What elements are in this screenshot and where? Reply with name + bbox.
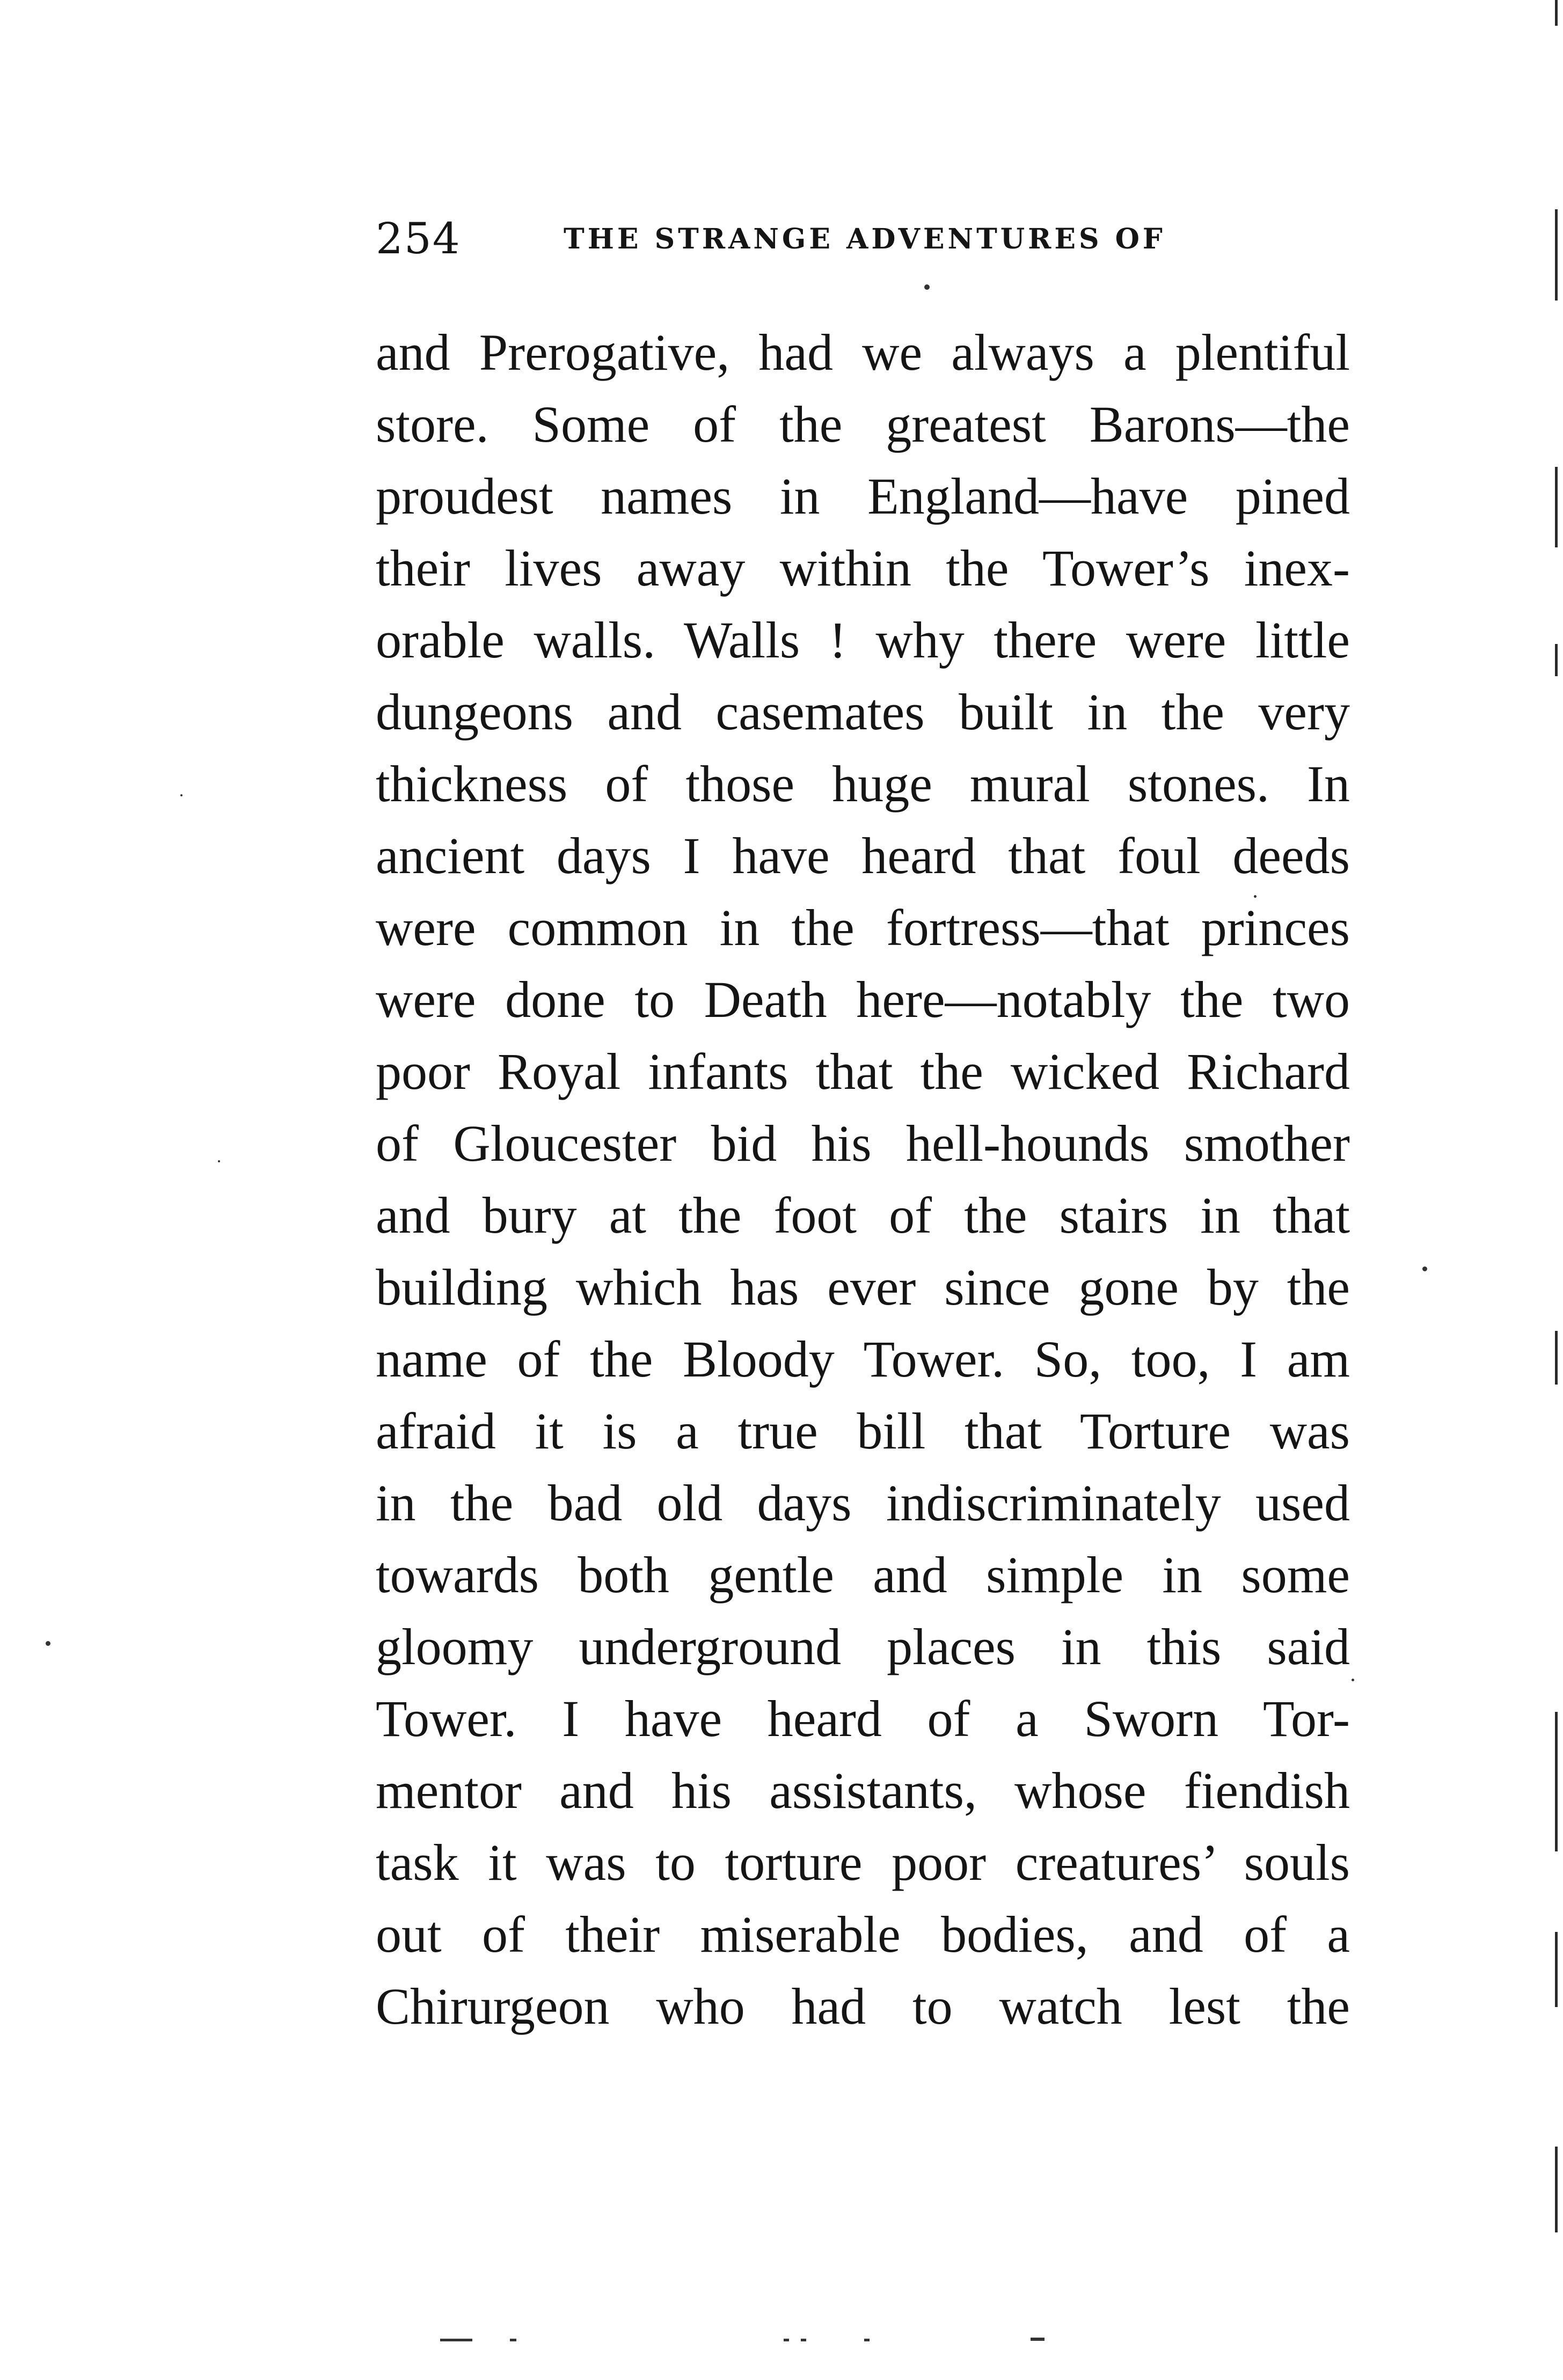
scan-edge-line bbox=[1555, 644, 1558, 676]
text-line: their lives away within the Tower’s inex- bbox=[376, 539, 1350, 597]
text-line: towards both gentle and simple in some bbox=[376, 1546, 1350, 1603]
text-line: orable walls. Walls ! why there were little bbox=[376, 611, 1350, 669]
text-line: poor Royal infants that the wicked Richard bbox=[376, 1043, 1350, 1100]
scan-speck bbox=[218, 1160, 220, 1162]
scan-edge-line bbox=[1555, 0, 1558, 26]
running-head bbox=[376, 215, 1353, 263]
scan-speck bbox=[180, 794, 182, 796]
text-line: task it was to torture poor creatures’ souls bbox=[376, 1834, 1350, 1891]
body-text bbox=[376, 317, 1350, 2042]
text-line: afraid it is a true bill that Torture was bbox=[376, 1402, 1350, 1460]
scan-dash bbox=[1031, 2338, 1045, 2341]
scan-edge-line bbox=[1555, 467, 1558, 547]
scan-edge-line bbox=[1555, 209, 1558, 301]
text-line: of Gloucester bid his hell-hounds smother bbox=[376, 1115, 1350, 1172]
scan-edge-line bbox=[1555, 1331, 1558, 1385]
text-line: out of their miserable bodies, and of a bbox=[376, 1906, 1350, 1963]
text-line: thickness of those huge mural stones. In bbox=[376, 755, 1350, 812]
scan-edge-line bbox=[1555, 2147, 1558, 2232]
scan-edge-line bbox=[1555, 1932, 1558, 2007]
scan-dash bbox=[784, 2339, 789, 2341]
scan-speck bbox=[1352, 1679, 1354, 1681]
text-line: Chirurgeon who had to watch lest the bbox=[376, 1978, 1350, 2035]
scan-dash bbox=[864, 2339, 870, 2341]
text-line: and Prerogative, had we always a plentiful bbox=[376, 324, 1350, 381]
page-number: 254 bbox=[376, 214, 461, 263]
scan-edge-line bbox=[1555, 1712, 1558, 1851]
text-line: ancient days I have heard that foul deeds bbox=[376, 827, 1350, 884]
scan-speck bbox=[1254, 895, 1257, 898]
scan-dash bbox=[440, 2339, 472, 2341]
text-line: name of the Bloody Tower. So, too, I am bbox=[376, 1330, 1350, 1388]
scan-speck bbox=[924, 284, 930, 290]
text-line: gloomy underground places in this said bbox=[376, 1618, 1350, 1675]
scan-dash bbox=[510, 2339, 516, 2341]
text-line: and bury at the foot of the stairs in that bbox=[376, 1187, 1350, 1244]
text-line: building which has ever since gone by the bbox=[376, 1258, 1350, 1316]
text-line: store. Some of the greatest Barons—the bbox=[376, 396, 1350, 453]
text-line: mentor and his assistants, whose fiendish bbox=[376, 1762, 1350, 1819]
running-title: THE STRANGE ADVENTURES OF bbox=[564, 223, 1166, 255]
scan-speck bbox=[46, 1641, 50, 1646]
scan-speck bbox=[1422, 1266, 1427, 1271]
text-line: proudest names in England—have pined bbox=[376, 467, 1350, 525]
text-line: were common in the fortress—that princes bbox=[376, 899, 1350, 956]
text-line: Tower. I have heard of a Sworn Tor- bbox=[376, 1690, 1350, 1747]
scan-dash bbox=[801, 2339, 806, 2341]
text-line: in the bad old days indiscriminately used bbox=[376, 1474, 1350, 1532]
text-line: dungeons and casemates built in the very bbox=[376, 683, 1350, 741]
text-line: were done to Death here—notably the two bbox=[376, 971, 1350, 1028]
